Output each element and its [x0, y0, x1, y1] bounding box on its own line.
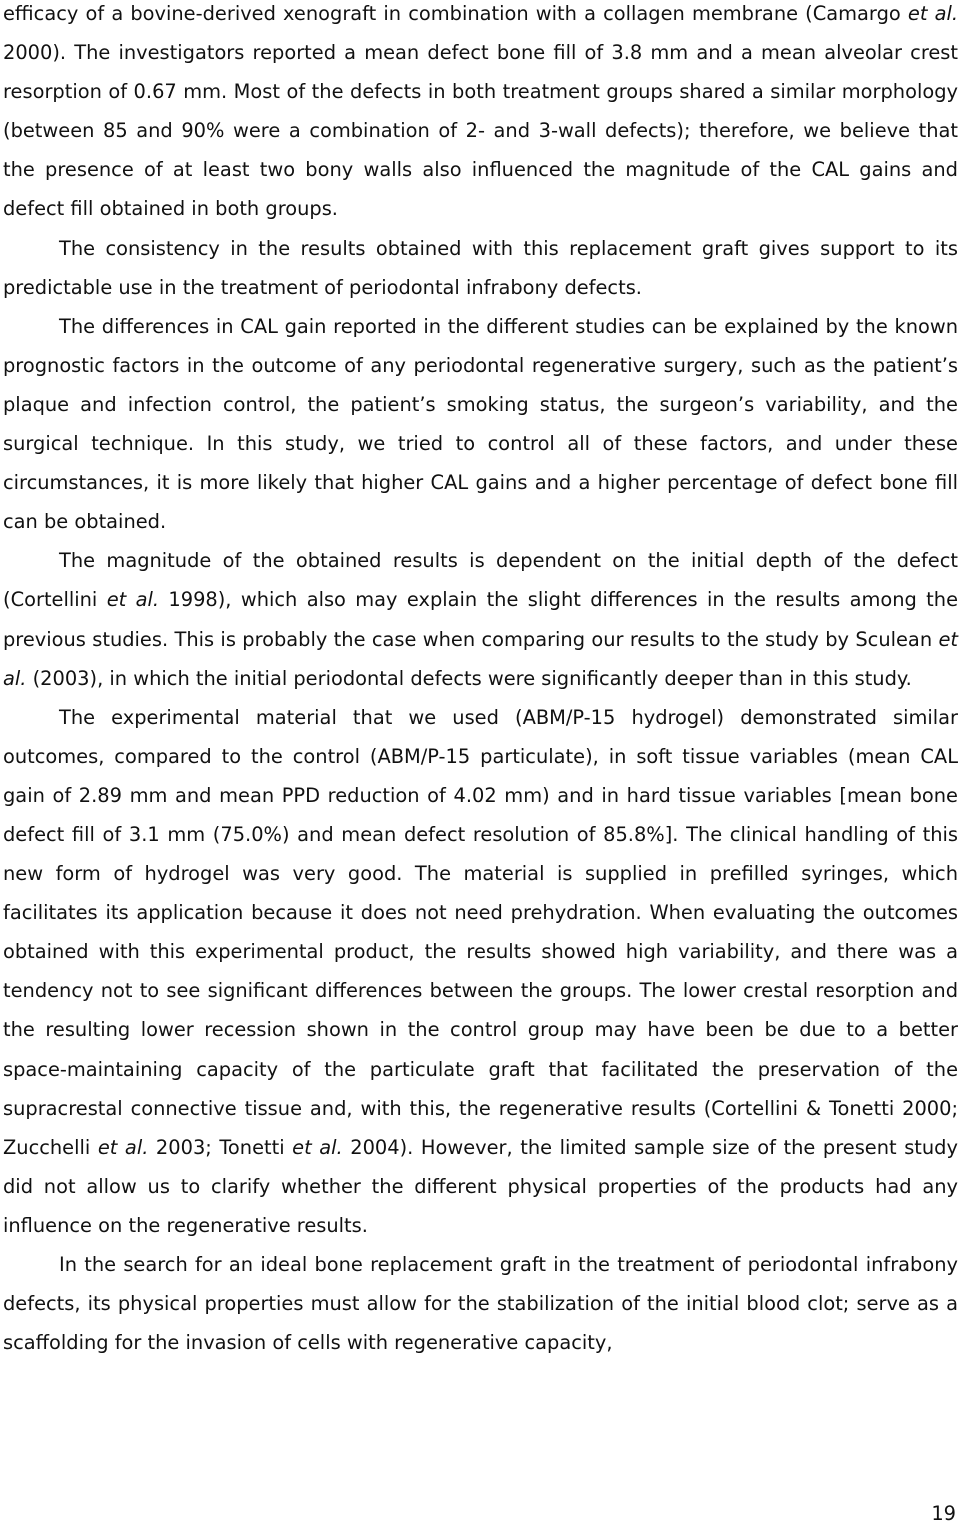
et-al-italic: et al. — [97, 1135, 149, 1159]
body-paragraph-5: The experimental material that we used (ABM/P-15 hydrogel) demonstrated similar outcomes, compared to the control (ABM/P-15 particulate), in soft tissue variables (mean CAL gain of 2.89 mm and mean PPD reduction of 4.02 mm) and in hard tissue variables [mean bone defect fill of 3.1 mm (75.0%) and mean defect resolution of 85.8%]. The clinical handling of this new form of hydrogel was very good. The material is supplied in prefilled syringes, which facilitates its application because it does not need prehydration. When evaluating the outcomes obtained with this experimental product, the results showed high variability, and there was a tendency not to see significant differences between the groups. The lower crestal resorption and the resulting lower recession shown in the control group may have been be due to a better space-maintaining capacity of the particulate graft that facilitated the preservation of the supracrestal connective tissue and, with this, the regenerative results (Cortellini & Tonetti 2000; Zucchelli et al. 2003; Tonetti et al. 2004). However, the limited sample size of the present study did not allow us to clarify whether the different physical properties of the products had any influence on the regenerative results. — [3, 705, 958, 1237]
et-al-italic: et al. — [907, 2, 958, 25]
document-page — [3, 0, 958, 1362]
body-paragraph-1: efficacy of a bovine-derived xenograft in combination with a collagen membrane (Camargo et al. 2000). The investigators reported a mean defect bone fill of 3.8 mm and a mean alveolar crest resorption of 0.67 mm. Most of the defects in both treatment groups shared a similar morphology (between 85 and 90% were a combination of 2- and 3-wall defects); therefore, we believe that the presence of at least two bony walls also influenced the magnitude of the CAL gains and defect fill obtained in both groups. — [3, 2, 958, 221]
body-paragraph-4: The magnitude of the obtained results is dependent on the initial depth of the defect (Cortellini et al. 1998), which also may explain the slight differences in the results among the previous studies. This is probably the case when comparing our results to the study by Sculean et al. (2003), in which the initial periodontal defects were significantly deeper than in this study. — [3, 549, 958, 690]
page-number: 19 — [931, 1502, 956, 1525]
body-paragraph-6: In the search for an ideal bone replacement graft in the treatment of periodontal infrabony defects, its physical properties must allow for the stabilization of the initial blood clot; serve as a scaffolding for the invasion of cells with regenerative capacity, — [3, 1253, 958, 1355]
et-al-italic: et al. — [3, 627, 958, 690]
body-paragraph-3: The differences in CAL gain reported in the different studies can be explained by the known prognostic factors in the outcome of any periodontal regenerative surgery, such as the patient’s plaque and infection control, the patient’s smoking status, the surgeon’s variability, and the surgical technique. In this study, we tried to control all of these factors, and under these circumstances, it is more likely that higher CAL gains and a higher percentage of defect bone fill can be obtained. — [3, 314, 958, 534]
et-al-italic: et al. — [292, 1135, 343, 1159]
et-al-italic: et al. — [106, 588, 160, 612]
body-paragraph-2: The consistency in the results obtained with this replacement graft gives support to its predictable use in the treatment of periodontal infrabony defects. — [3, 236, 958, 299]
